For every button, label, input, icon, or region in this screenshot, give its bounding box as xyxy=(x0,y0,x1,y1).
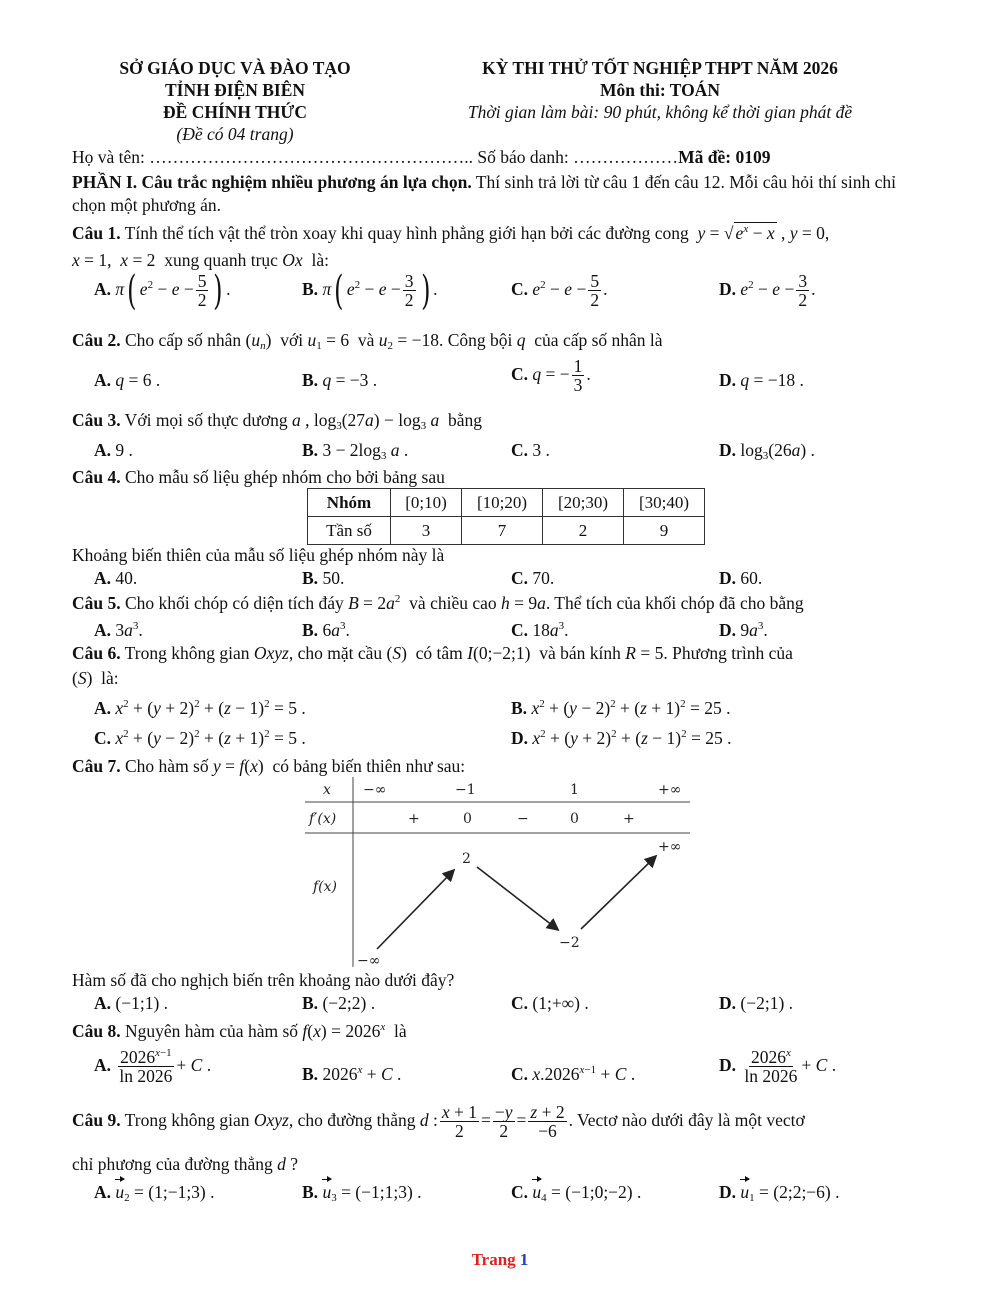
q1-option-a[interactable]: A. π( $e^2 - e$ − $\frac{5}{2}$ ) . xyxy=(94,267,231,314)
page-footer xyxy=(0,1250,1000,1270)
vt-sign-plus-1: + xyxy=(408,811,420,827)
q8-option-c[interactable]: C. $x.2026^{x-1} + C$ . xyxy=(511,1064,636,1084)
vt-sign-minus: − xyxy=(517,811,529,827)
q1-label: Câu 1. xyxy=(72,223,121,243)
vt-x-label: x xyxy=(323,782,331,798)
official-label: ĐỀ CHÍNH THỨC xyxy=(163,102,307,122)
q4-option-a[interactable]: A. 40. xyxy=(94,568,138,588)
q2-option-a[interactable]: A. q = 6 . xyxy=(94,370,161,390)
page-count: (Đề có 04 trang) xyxy=(176,124,294,144)
table-header: Nhóm xyxy=(308,489,391,517)
vt-min-value: −2 xyxy=(559,935,580,951)
q3-option-c[interactable]: C. 3 . xyxy=(511,440,550,460)
q2-option-c[interactable]: C. q = − $\frac{1}{3}$ . xyxy=(511,356,591,396)
q9-option-a[interactable]: A. $u_2$ = (1;−1;3) . xyxy=(94,1182,215,1204)
q1-option-c[interactable]: C. $e^2 - e$ − $\frac{5}{2}$ . xyxy=(511,271,608,311)
question-6: Câu 6. Trong không gian Oxyz, cho mặt cầu (S) có tâm I(0;−2;1) và bán kính R = 5. Phương trình của xyxy=(72,643,793,663)
vt-neg-inf: −∞ xyxy=(363,782,387,798)
q7-question: Hàm số đã cho nghịch biến trên khoảng nào dưới đây? xyxy=(72,970,455,990)
q6-option-b[interactable]: B. $x^2 + (y - 2)^2 + (z + 1)^2 = 25$ . xyxy=(511,698,731,718)
question-1: Câu 1. Tính thể tích vật thể tròn xoay khi quay hình phẳng giới hạn bởi các đường cong y = √ $e^x - x$ , y = 0, xyxy=(72,223,830,243)
question-8: Câu 8. Nguyên hàm của hàm số $f(x) = 2026^x$ là xyxy=(72,1021,407,1041)
table-cell: 9 xyxy=(624,517,705,545)
question-4: Câu 4. Cho mẫu số liệu ghép nhóm cho bởi bảng sau xyxy=(72,467,445,487)
q5-option-c[interactable]: C. $18a^3$. xyxy=(511,620,569,640)
vt-x-neg1: −1 xyxy=(455,782,476,798)
q1-option-d[interactable]: D. $e^2 - e$ − $\frac{3}{2}$ . xyxy=(719,271,816,311)
name-label: Họ và tên: ……………………………………………….. Số báo danh: ……………… xyxy=(72,147,679,167)
q7-option-b[interactable]: B. (−2;2) . xyxy=(302,993,376,1013)
q9-option-b[interactable]: B. $u_3$ = (−1;1;3) . xyxy=(302,1182,422,1204)
frequency-table xyxy=(307,488,705,545)
part1-heading xyxy=(72,171,932,217)
q7-option-a[interactable]: A. (−1;1) . xyxy=(94,993,169,1013)
vt-limit-pos-inf: +∞ xyxy=(658,839,682,855)
q8-option-d[interactable]: D. $\frac{2026^x}{\ln 2026}$ + C . xyxy=(719,1047,837,1087)
part1-desc: Thí sinh trả lời từ câu 1 đến câu 12. Mỗi câu hỏi thí sinh chỉ chọn một phương án. xyxy=(72,172,896,215)
vt-function-label: f(x) xyxy=(313,879,338,895)
q5-option-b[interactable]: B. $6a^3$. xyxy=(302,620,350,640)
table-cell: 7 xyxy=(462,517,543,545)
q5-option-d[interactable]: D. $9a^3$. xyxy=(719,620,768,640)
variation-table xyxy=(305,777,695,967)
q6-option-a[interactable]: A. $x^2 + (y + 2)^2 + (z - 1)^2 = 5$ . xyxy=(94,698,306,718)
vt-sign-plus-2: + xyxy=(623,811,635,827)
q4-option-d[interactable]: D. 60. xyxy=(719,568,763,588)
vt-zero-1: 0 xyxy=(463,811,472,827)
arrow-decreasing xyxy=(477,867,557,929)
q8-option-a[interactable]: A. $\frac{2026^{x-1}}{\ln 2026}$ + C . xyxy=(94,1047,212,1087)
table-header: Tần số xyxy=(308,517,391,545)
q1-option-b[interactable]: B. π( $e^2 - e$ − $\frac{3}{2}$ ) . xyxy=(302,267,438,314)
table-cell: [20;30) xyxy=(543,489,624,517)
q4-option-b[interactable]: B. 50. xyxy=(302,568,345,588)
dept-name: SỞ GIÁO DỤC VÀ ĐÀO TẠO xyxy=(119,58,351,78)
question-2: Câu 2. Cho cấp số nhân $(u_n)$ với $u_1 = 6$ và $u_2 = -18$. Công bội q của cấp số nhân là xyxy=(72,330,663,352)
q5-option-a[interactable]: A. $3a^3$. xyxy=(94,620,143,640)
table-cell: [30;40) xyxy=(624,489,705,517)
vt-derivative-label: f′(x) xyxy=(309,811,337,827)
table-cell: [0;10) xyxy=(391,489,462,517)
q4-option-c[interactable]: C. 70. xyxy=(511,568,555,588)
subject: Môn thi: TOÁN xyxy=(600,80,720,100)
q2-option-b[interactable]: B. q = −3 . xyxy=(302,370,378,390)
question-3: Câu 3. Với mọi số thực dương a , $\log_3(27a) - \log_3 a$ bằng xyxy=(72,410,482,432)
q2-option-d[interactable]: D. q = −18 . xyxy=(719,370,804,390)
q9-option-c[interactable]: C. $u_4$ = (−1;0;−2) . xyxy=(511,1182,642,1204)
table-cell: 3 xyxy=(391,517,462,545)
vt-max-value: 2 xyxy=(462,851,471,867)
page-number: 1 xyxy=(519,1250,529,1269)
q3-option-d[interactable]: D. $\log_3(26a)$ . xyxy=(719,440,815,462)
question-6-cont: (S) là: xyxy=(72,668,119,688)
question-7: Câu 7. Cho hàm số y = f(x) có bảng biến thiên như sau: xyxy=(72,756,466,776)
part1-title: PHẦN I. Câu trắc nghiệm nhiều phương án lựa chọn. xyxy=(72,172,472,192)
time-limit: Thời gian làm bài: 90 phút, không kể thời gian phát đề xyxy=(467,102,853,122)
exam-title: KỲ THI THỬ TỐT NGHIỆP THPT NĂM 2026 xyxy=(482,58,838,78)
vt-x-1: 1 xyxy=(570,782,579,798)
arrow-increasing-2 xyxy=(581,857,655,929)
student-info xyxy=(72,147,771,168)
q4-question: Khoảng biến thiên của mẫu số liệu ghép nhóm này là xyxy=(72,545,445,565)
exam-code: Mã đề: 0109 xyxy=(678,147,771,167)
q8-option-b[interactable]: B. $2026^x + C$ . xyxy=(302,1064,402,1084)
q7-option-d[interactable]: D. (−2;1) . xyxy=(719,993,794,1013)
question-5: Câu 5. Cho khối chóp có diện tích đáy $B = 2a^2$ và chiều cao h = 9a. Thể tích của khối chóp đã cho bằng xyxy=(72,593,804,613)
vt-zero-2: 0 xyxy=(570,811,579,827)
q7-option-c[interactable]: C. (1;+∞) . xyxy=(511,993,589,1013)
question-9: Câu 9. Trong không gian Oxyz, cho đường thẳng d : $\frac{x + 1}{2}$ = $\frac{-y}{2}$ = $\frac{z + 2}{-6}$ . Vectơ nào dưới đây là một vectơ xyxy=(72,1102,805,1142)
vt-pos-inf: +∞ xyxy=(658,782,682,798)
question-9-cont: chỉ phương của đường thẳng d ? xyxy=(72,1154,299,1174)
page-label: Trang xyxy=(471,1250,516,1269)
arrow-increasing-1 xyxy=(377,871,453,949)
q3-option-b[interactable]: B. $3 - 2\log_3$ a . xyxy=(302,440,409,462)
table-cell: [10;20) xyxy=(462,489,543,517)
q6-option-c[interactable]: C. $x^2 + (y - 2)^2 + (z + 1)^2 = 5$ . xyxy=(94,728,306,748)
q3-option-a[interactable]: A. 9 . xyxy=(94,440,133,460)
q6-option-d[interactable]: D. $x^2 + (y + 2)^2 + (z - 1)^2 = 25$ . xyxy=(511,728,732,748)
question-1-cont: x = 1, x = 2 xung quanh trục Ox là: xyxy=(72,250,329,270)
q9-option-d[interactable]: D. $u_1$ = (2;2;−6) . xyxy=(719,1182,840,1204)
province-name: TỈNH ĐIỆN BIÊN xyxy=(164,80,306,100)
q1-text: Tính thể tích vật thể tròn xoay khi quay hình phẳng giới hạn bởi các đường cong xyxy=(120,223,689,243)
vt-limit-neg-inf: −∞ xyxy=(357,953,381,967)
table-cell: 2 xyxy=(543,517,624,545)
